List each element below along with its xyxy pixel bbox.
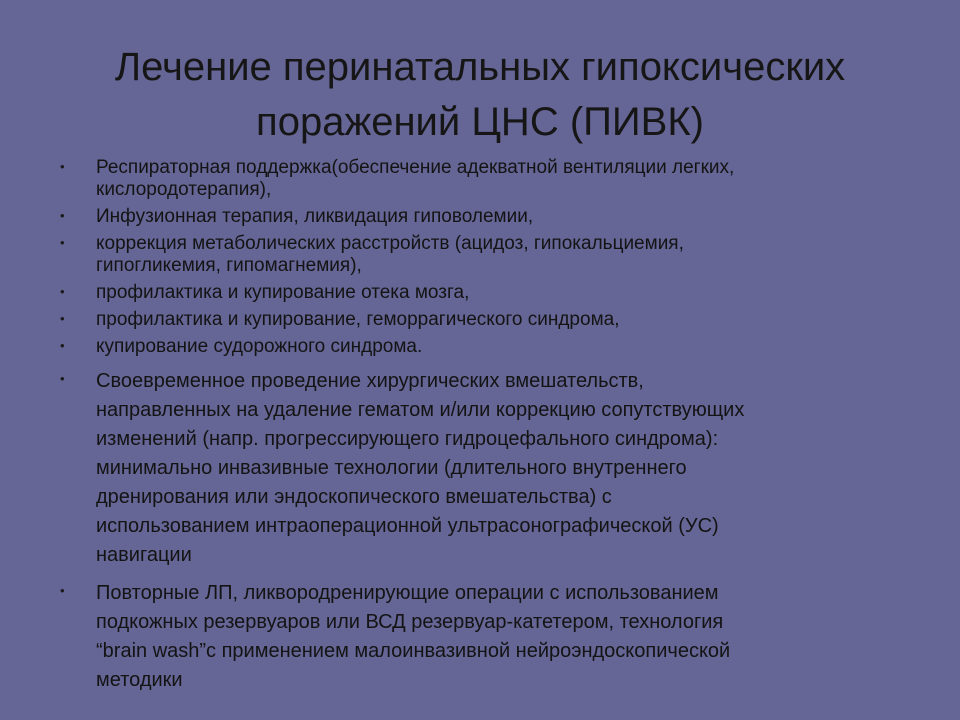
bullet-list [60,157,920,695]
list-item-text [96,579,920,695]
text-line: Респираторная поддержка(обеспечение адекватной вентиляции легких, [96,157,735,178]
bullet-icon: • [60,583,65,598]
list-item-text [96,157,920,201]
text-line: направленных на удаление гематом и/или коррекцию сопутствующих [96,399,745,421]
list-item-text [96,233,920,277]
text-line: гипогликемия, гипомагнемия), [96,255,362,276]
text-line: изменений (напр. прогрессирующего гидроцефального синдрома): [96,428,719,450]
list-item [60,282,920,304]
text-line: Повторные ЛП, ликвородренирующие операции с использованием [96,582,719,604]
list-item [60,367,920,570]
bullet-icon: • [60,338,65,353]
text-line: купирование судорожного синдрома. [96,336,423,357]
bullet-icon: • [60,311,65,326]
text-line: “brain wash”с применением малоинвазивной нейроэндоскопической [96,640,731,662]
list-item-text [96,206,920,228]
text-line: профилактика и купирование отека мозга, [96,282,470,303]
text-line: подкожных резервуаров или ВСД резервуар-катетером, технология [96,611,724,633]
title-line: поражений ЦНС (ПИВК) [256,100,704,144]
bullet-icon: • [60,371,65,386]
list-item-text [96,282,920,304]
text-line: Инфузионная терапия, ликвидация гиповолемии, [96,206,534,227]
title-line: Лечение перинатальных гипоксических [114,45,846,89]
text-line: использованием интраоперационной ультрасонографической (УС) [96,515,719,537]
text-line: профилактика и купирование, геморрагического синдрома, [96,309,620,330]
slide-title [60,40,900,150]
bullet-icon: • [60,235,65,250]
list-item [60,336,920,358]
text-line: дренирования или эндоскопического вмешательства) с [96,486,612,508]
text-line: минимально инвазивные технологии (длительного внутреннего [96,457,687,479]
list-item [60,579,920,695]
text-line: навигации [96,544,192,566]
list-item-text [96,309,920,331]
list-item [60,157,920,201]
text-line: коррекция метаболических расстройств (ацидоз, гипокальциемия, [96,233,684,254]
bullet-icon: • [60,284,65,299]
bullet-icon: • [60,208,65,223]
bullet-icon: • [60,159,65,174]
text-line: Своевременное проведение хирургических вмешательств, [96,370,644,392]
list-item [60,309,920,331]
list-item [60,206,920,228]
list-item-text [96,367,920,570]
list-item-text [96,336,920,358]
text-line: кислородотерапия), [96,179,272,200]
text-line: методики [96,669,183,691]
list-item [60,233,920,277]
